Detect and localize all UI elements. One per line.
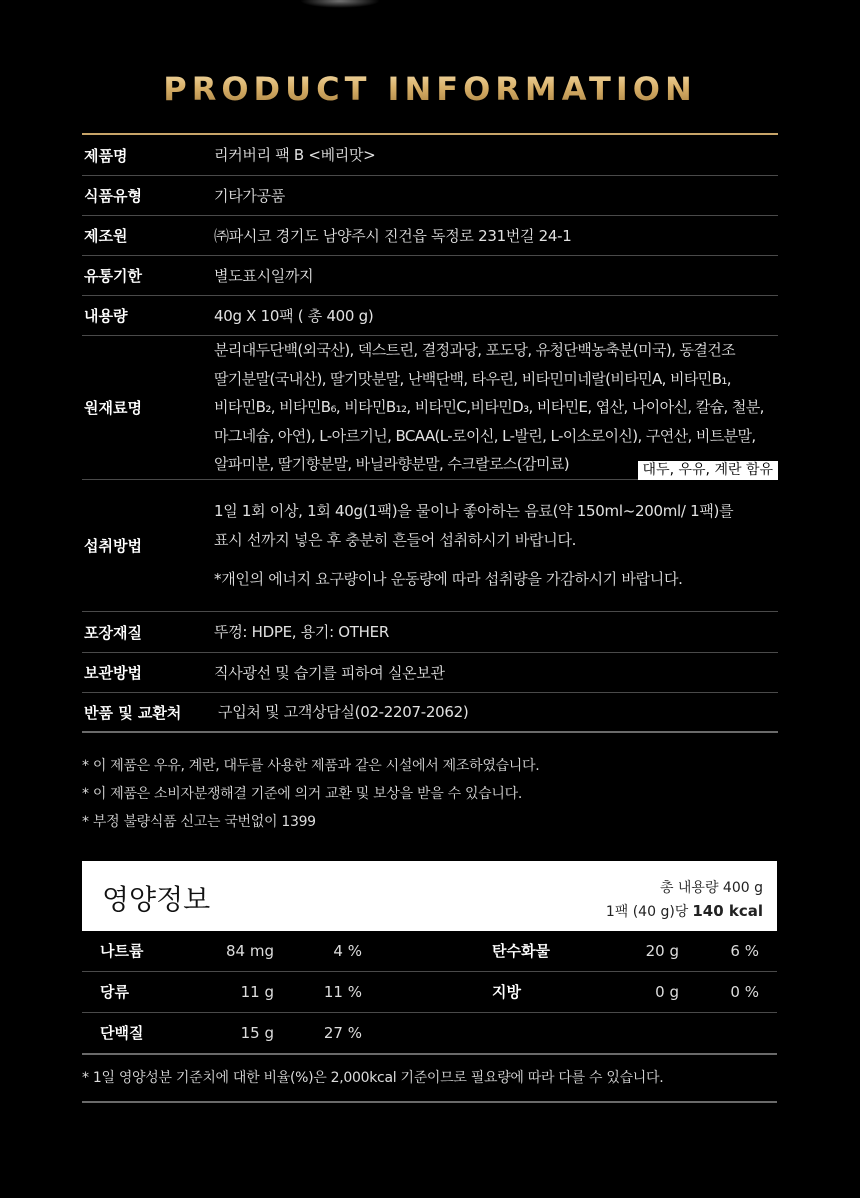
nutrient-percent: 11 % (323, 983, 362, 1001)
notice-item: * 이 제품은 소비자분쟁해결 기준에 의거 교환 및 보상을 받을 수 있습니다. (82, 786, 522, 802)
total-volume: 총 내용량 400 g (659, 880, 763, 896)
decorative-glow (300, 0, 380, 8)
nutrient-percent (679, 1013, 759, 1053)
info-label: 반품 및 교환처 (84, 703, 182, 722)
nutrient-name: 당류 (100, 983, 129, 1001)
info-label: 제조원 (84, 227, 128, 245)
info-value: 리커버리 팩 B <베리맛> (214, 146, 376, 164)
info-row-manufacturer (82, 216, 778, 256)
nutrient-amount: 84 mg (226, 942, 274, 960)
info-row-ingredients (82, 336, 778, 480)
nutrient-amount: 20 g (645, 942, 679, 960)
nutrient-percent: 6 % (730, 942, 759, 960)
nutrition-footnote: * 1일 영양성분 기준치에 대한 비율(%)은 2,000kcal 기준이므로 필요량에 따라 다를 수 있습니다. (82, 1055, 777, 1103)
info-label: 포장재질 (84, 623, 142, 642)
nutrient-name: 지방 (492, 983, 521, 1001)
info-value: 기타가공품 (214, 186, 285, 205)
intake-line: 1일 1회 이상, 1회 40g(1팩)을 물이나 좋아하는 음료(약 150ml~200ml/ 1팩)를 (214, 502, 734, 520)
intake-note: *개인의 에너지 요구량이나 운동량에 따라 섭취량을 가감하시기 바랍니다. (214, 570, 683, 588)
nutrient-percent: 0 % (730, 983, 759, 1001)
nutrition-row (82, 972, 777, 1013)
nutrition-header (82, 861, 777, 931)
info-label: 식품유형 (84, 187, 142, 205)
notice-list (82, 752, 539, 836)
nutrient-amount: 15 g (240, 1024, 274, 1042)
nutrition-facts (82, 861, 777, 1103)
info-label: 보관방법 (84, 664, 142, 682)
notice-item: * 부정 불량식품 신고는 국번없이 1399 (82, 814, 316, 830)
nutrition-title: 영양정보 (102, 883, 211, 916)
info-row-storage (82, 653, 778, 693)
info-label: 원재료명 (84, 399, 142, 417)
info-label: 제품명 (84, 146, 128, 165)
calories: 140 kcal (692, 902, 763, 920)
intake-line: 표시 선까지 넣은 후 충분히 흔들어 섭취하시기 바랍니다. (214, 531, 577, 549)
nutrient-percent: 4 % (333, 942, 362, 960)
allergen-badge: 대두, 우유, 계란 함유 (638, 461, 778, 480)
nutrition-total (606, 877, 763, 924)
per-serving (606, 900, 763, 924)
info-value: 40g X 10팩 ( 총 400 g) (214, 306, 374, 325)
ingredients-line: 비타민B₂, 비타민B₆, 비타민B₁₂, 비타민C,비타민D₃, 비타민E, 엽산, 나이아신, 칼슘, 철분, (214, 398, 764, 417)
ingredients-line: 알파미분, 딸기향분말, 바닐라향분말, 수크랄로스(감미료) (214, 455, 569, 474)
info-row-expiry (82, 256, 778, 296)
ingredients-line: 마그네슘, 아연), L-아르기닌, BCAA(L-로이신, L-발린, L-이소로이신), 구연산, 비트분말, (214, 426, 756, 445)
intake-value (214, 497, 778, 594)
nutrient-amount: 11 g (240, 983, 274, 1001)
nutrient-amount (612, 1013, 679, 1053)
info-row-food-type (82, 176, 778, 216)
info-row-packaging (82, 612, 778, 653)
info-label: 내용량 (84, 307, 128, 325)
info-row-product-name (82, 135, 778, 176)
info-row-volume (82, 296, 778, 336)
nutrient-name: 탄수화물 (492, 942, 550, 960)
serving-size: 1팩 (40 g)당 (605, 904, 689, 920)
product-info-table (82, 133, 778, 733)
info-value: 직사광선 및 습기를 피하여 실온보관 (214, 663, 445, 682)
nutrient-name: 단백질 (100, 1024, 144, 1042)
nutrition-row (82, 931, 777, 972)
info-value: ㈜파시코 경기도 남양주시 진건읍 독정로 231번길 24-1 (214, 226, 572, 245)
notice-item: * 이 제품은 우유, 계란, 대두를 사용한 제품과 같은 시설에서 제조하였습니다. (82, 758, 540, 774)
nutrient-name (492, 1013, 612, 1053)
section-heading: PRODUCT INFORMATION (0, 70, 860, 108)
info-value: 구입처 및 고객상담실(02-2207-2062) (218, 703, 469, 721)
info-value: 뚜껑: HDPE, 용기: OTHER (214, 623, 389, 641)
nutrient-percent: 27 % (323, 1024, 362, 1042)
nutrient-amount: 0 g (655, 983, 679, 1001)
nutrient-name: 나트륨 (100, 942, 144, 960)
nutrition-row (82, 1013, 777, 1055)
ingredients-line: 딸기분말(국내산), 딸기맛분말, 난백단백, 타우린, 비타민미네랄(비타민A, 비타민B₁, (214, 369, 731, 388)
ingredients-value (214, 336, 778, 479)
info-label: 유통기한 (84, 267, 142, 285)
ingredients-line: 분리대두단백(외국산), 덱스트린, 결정과당, 포도당, 유청단백농축분(미국), 동결건조 (214, 341, 736, 360)
info-value: 별도표시일까지 (214, 266, 314, 285)
info-label: 섭취방법 (84, 537, 142, 555)
info-row-returns (82, 693, 778, 733)
info-row-intake (82, 480, 778, 612)
